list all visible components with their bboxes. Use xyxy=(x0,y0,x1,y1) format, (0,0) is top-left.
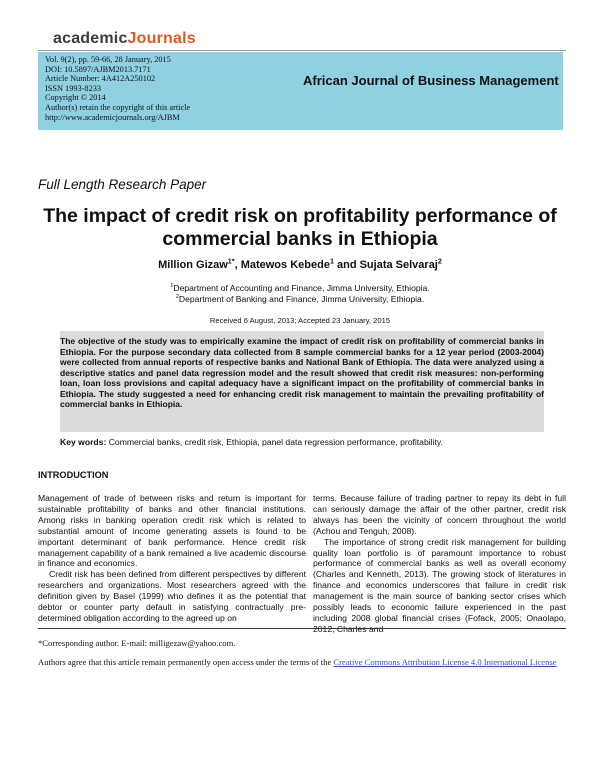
author-list xyxy=(0,259,600,271)
license-link[interactable]: Creative Commons Attribution License 4.0 International License xyxy=(333,657,557,667)
body-column-right xyxy=(313,493,566,635)
author-sup: 1 xyxy=(329,257,334,266)
footnote-divider xyxy=(38,628,566,629)
author-name: Million Gizaw xyxy=(158,259,228,271)
journal-name: African Journal of Business Management xyxy=(303,73,559,88)
author-separator: , xyxy=(234,259,241,271)
article-meta xyxy=(45,55,190,122)
author-name: Matewos Kebede xyxy=(240,259,330,271)
meta-url[interactable]: http://www.academicjournals.org/AJBM xyxy=(45,112,180,122)
author-and: and xyxy=(333,259,360,271)
corresponding-author: *Corresponding author. E-mail: milligezaw@yahoo.com. xyxy=(38,638,236,648)
logo-part-journals: Journals xyxy=(127,30,196,47)
body-paragraph: Management of trade of between risks and return is important for sustainable profitability of banks and other financial institutions. Among risks in banking operation credit risk which is related to substantial amount of income generating assets is found to be important determinant of bank performance. Hence credit risk management capability of a bank remained a live academic discourse in finance and economics. xyxy=(38,493,306,569)
affiliation-text: Department of Banking and Finance, Jimma University, Ethiopia. xyxy=(178,294,425,304)
author-sup: 2 xyxy=(437,257,442,266)
body-column-left xyxy=(38,493,306,624)
meta-copyright: Copyright © 2014 xyxy=(45,93,106,103)
logo-divider xyxy=(38,50,566,51)
affiliation-sup: 1 xyxy=(170,283,174,290)
body-paragraph: Credit risk has been defined from different perspectives by different researchers and organizations. Most researchers agreed with the definition given by Basel (1999) who defines it as the potential that debtor or counter party default in satisfying contractually pre-determined obligation according to the agreed up on xyxy=(38,569,306,623)
section-heading-introduction: INTRODUCTION xyxy=(38,470,109,480)
meta-doi: DOI: 10.5897/AJBM2013.7171 xyxy=(45,64,151,74)
affiliation-text: Department of Accounting and Finance, Jimma University, Ethiopia. xyxy=(173,283,430,293)
meta-issn: ISSN 1993-8233 xyxy=(45,83,102,93)
paper-type: Full Length Research Paper xyxy=(38,177,207,192)
abstract-text: The objective of the study was to empirically examine the impact of credit risk on profitability of commercial banks in Ethiopia. For the purpose secondary data collected from 8 sample commercial banks for a 12 year period (2003-2004) were collected from annual reports of respective banks and National Bank of Ethiopia. The data were analyzed using a descriptive statics and panel data regression model and the result showed that credit risk measures: non-performing loan, loan loss provisions and capital adequacy have a significant impact on the profitability of commercial banks in Ethiopia. The study suggested a need for enhancing credit risk management to maintain the prevailing profitability of commercial banks in Ethiopia. xyxy=(60,336,544,409)
license-text: Authors agree that this article remain permanently open access under the terms of the xyxy=(38,657,334,667)
keywords-text: Commercial banks, credit risk, Ethiopia, panel data regression performance, profitability. xyxy=(106,437,443,447)
meta-volume: Vol. 9(2), pp. 59-66, 28 January, 2015 xyxy=(45,55,171,64)
meta-rights: Author(s) retain the copyright of this article xyxy=(45,102,191,112)
keywords-label: Key words: xyxy=(60,437,107,447)
publisher-logo xyxy=(53,30,196,48)
logo-part-academic: academic xyxy=(53,30,128,47)
author-name: Sujata Selvaraj xyxy=(359,259,438,271)
keywords xyxy=(60,437,544,448)
affiliation-sup: 2 xyxy=(175,294,179,301)
received-dates: Received 6 August, 2013; Accepted 23 January, 2015 xyxy=(209,316,391,325)
author-sup: 1* xyxy=(227,257,235,266)
affiliation-1 xyxy=(0,283,600,293)
paper-title: The impact of credit risk on profitability performance of commercial banks in Ethiopia xyxy=(43,205,557,250)
meta-article-number: Article Number: 4A412A250102 xyxy=(45,74,156,84)
license-statement xyxy=(38,656,566,669)
body-paragraph: terms. Because failure of trading partner to repay its debt in full can seriously damage the affair of the other partner, credit risk always has been the vicinity of concern throughout the world (Achou and Tenguh, 2008). xyxy=(313,493,566,536)
affiliation-2 xyxy=(0,294,600,304)
body-paragraph: The importance of strong credit risk management for building quality loan portfolio is of paramount importance to robust performance of commercial banks as well as overall economy (Charles and Kenneth, 2013). The growing stock of literatures in finance and economics underscores that failure in credit risk management is the main source of banking sector crises which possibly leads to economic failure experienced in the past including 2008 global financial crises (Fofack, 2005; Onaolapo, xyxy=(313,536,566,623)
